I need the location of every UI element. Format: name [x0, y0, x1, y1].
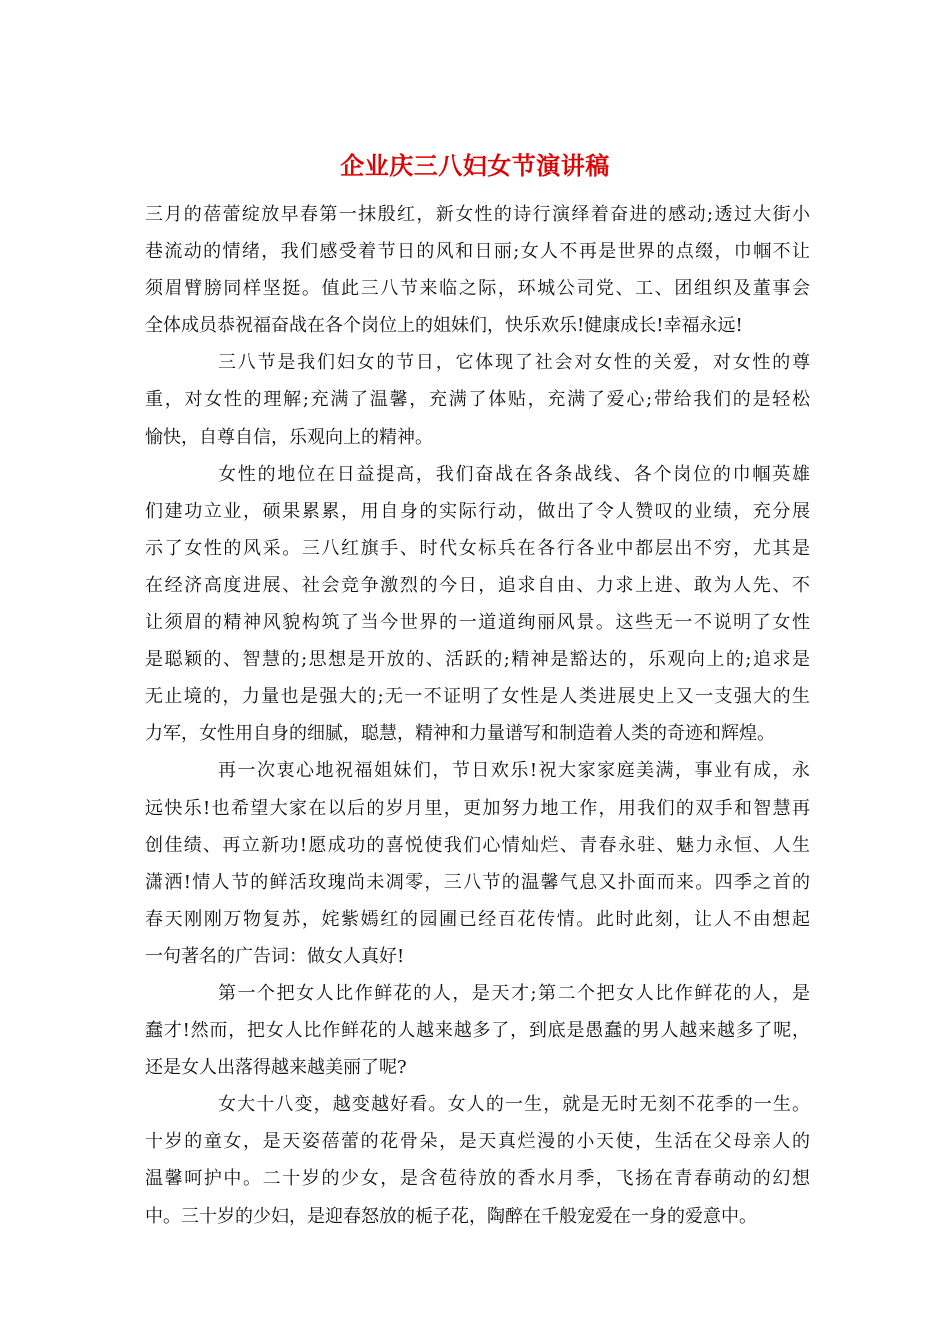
text-line: 须眉臂膀同样坚挺。值此三八节来临之际，环城公司党、工、团组织及董事会: [145, 278, 810, 300]
text-line: 全体成员恭祝福奋战在各个岗位上的姐妹们，快乐欢乐!健康成长!幸福永远!: [145, 315, 743, 337]
text-line: 远快乐!也希望大家在以后的岁月里，更加努力地工作，用我们的双手和智慧再: [145, 797, 810, 819]
text-line: 三八节是我们妇女的节日，它体现了社会对女性的关爱，对女性的尊: [218, 352, 810, 374]
text-line: 无止境的，力量也是强大的;无一不证明了女性是人类进展史上又一支强大的生: [145, 686, 810, 708]
text-line: 蠢才!然而，把女人比作鲜花的人越来越多了，到底是愚蠢的男人越来越多了呢，: [145, 1020, 810, 1042]
text-line: 力军，女性用自身的细腻，聪慧，精神和力量谱写和制造着人类的奇迹和辉煌。: [145, 723, 775, 745]
text-line: 十岁的童女，是天姿蓓蕾的花骨朵，是天真烂漫的小天使，生活在父母亲人的: [145, 1131, 810, 1153]
text-line: 示了女性的风采。三八红旗手、时代女标兵在各行各业中都层出不穷，尤其是: [145, 537, 810, 559]
text-line: 中。三十岁的少妇，是迎春怒放的栀子花，陶醉在千般宠爱在一身的爱意中。: [145, 1205, 757, 1227]
text-line: 愉快，自尊自信，乐观向上的精神。: [145, 426, 433, 448]
text-line: 一句著名的广告词：做女人真好!: [145, 945, 405, 967]
text-line: 创佳绩、再立新功!愿成功的喜悦使我们心情灿烂、青春永驻、魅力永恒、人生: [145, 834, 810, 856]
text-line: 是聪颖的、智慧的;思想是开放的、活跃的;精神是豁达的，乐观向上的;追求是: [145, 649, 810, 671]
text-line: 重，对女性的理解;充满了温馨，充满了体贴，充满了爱心;带给我们的是轻松: [145, 389, 810, 411]
text-line: 在经济高度进展、社会竞争激烈的今日，追求自由、力求上进、敢为人先、不: [145, 574, 810, 596]
document-body: [145, 196, 810, 1235]
text-line: 春天刚刚万物复苏，姹紫嫣红的园圃已经百花传情。此时此刻，让人不由想起: [145, 908, 810, 930]
text-line: 还是女人出落得越来越美丽了呢?: [145, 1057, 407, 1079]
text-line: 温馨呵护中。二十岁的少女，是含苞待放的香水月季，飞扬在青春萌动的幻想: [145, 1168, 810, 1190]
text-line: 让须眉的精神风貌构筑了当今世界的一道道绚丽风景。这些无一不说明了女性: [145, 612, 810, 634]
text-line: 们建功立业，硕果累累，用自身的实际行动，做出了令人赞叹的业绩，充分展: [145, 500, 810, 522]
text-line: 巷流动的情绪，我们感受着节日的风和日丽;女人不再是世界的点缀，巾帼不让: [145, 241, 810, 263]
document-title: 企业庆三八妇女节演讲稿: [340, 151, 610, 180]
text-line: 女性的地位在日益提高，我们奋战在各条战线、各个岗位的巾帼英雄: [218, 463, 810, 485]
text-line: 三月的蓓蕾绽放早春第一抹殷红，新女性的诗行演绎着奋进的感动;透过大街小: [145, 204, 810, 225]
text-line: 第一个把女人比作鲜花的人，是天才;第二个把女人比作鲜花的人，是: [218, 982, 810, 1004]
text-line: 潇洒!情人节的鲜活玫瑰尚未凋零，三八节的温馨气息又扑面而来。四季之首的: [145, 871, 810, 893]
text-line: 女大十八变，越变越好看。女人的一生，就是无时无刻不花季的一生。: [218, 1094, 810, 1116]
text-line: 再一次衷心地祝福姐妹们，节日欢乐!祝大家家庭美满，事业有成，永: [218, 760, 810, 782]
